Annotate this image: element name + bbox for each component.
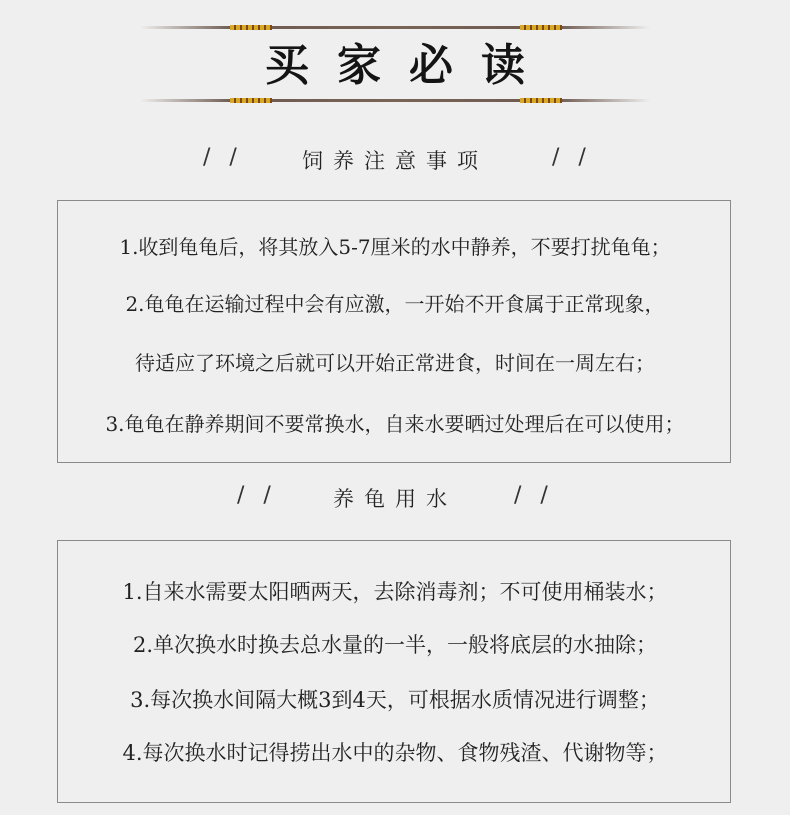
section-title: 养龟用水 (333, 487, 457, 511)
heading-slash-left: / / (203, 145, 243, 170)
section-title: 饲养注意事项 (302, 149, 488, 173)
list-item: 待适应了环境之后就可以开始正常进食，时间在一周左右； (135, 351, 655, 375)
banner-ornament (520, 98, 562, 103)
list-item: 2.单次换水时换去总水量的一半，一般将底层的水抽除； (132, 633, 658, 657)
banner-ornament (520, 25, 562, 30)
banner-ornament (230, 98, 272, 103)
heading-slash-left: / / (237, 483, 277, 508)
list-item: 3.龟龟在静养期间不要常换水，自来水要晒过处理后在可以使用； (105, 412, 685, 436)
title-banner (0, 0, 790, 120)
list-item: 4.每次换水时记得捞出水中的杂物、食物残渣、代谢物等； (122, 741, 668, 765)
section-heading-water (0, 483, 790, 513)
banner-bottom-bar (140, 99, 650, 102)
heading-slash-right: / / (552, 145, 592, 170)
list-item: 1.自来水需要太阳晒两天，去除消毒剂；不可使用桶装水； (122, 580, 668, 604)
banner-ornament (230, 25, 272, 30)
banner-top-bar (140, 26, 650, 29)
section-heading-feeding (0, 145, 790, 175)
list-item: 3.每次换水间隔大概3到4天，可根据水质情况进行调整； (130, 688, 660, 712)
page-title: 买家必读 (265, 40, 553, 91)
list-item: 2.龟龟在运输过程中会有应激，一开始不开食属于正常现象， (125, 292, 665, 316)
water-notes-box (57, 540, 731, 803)
list-item: 1.收到龟龟后，将其放入5-7厘米的水中静养，不要打扰龟龟； (119, 235, 671, 259)
heading-slash-right: / / (514, 483, 554, 508)
feeding-notes-box (57, 200, 731, 463)
